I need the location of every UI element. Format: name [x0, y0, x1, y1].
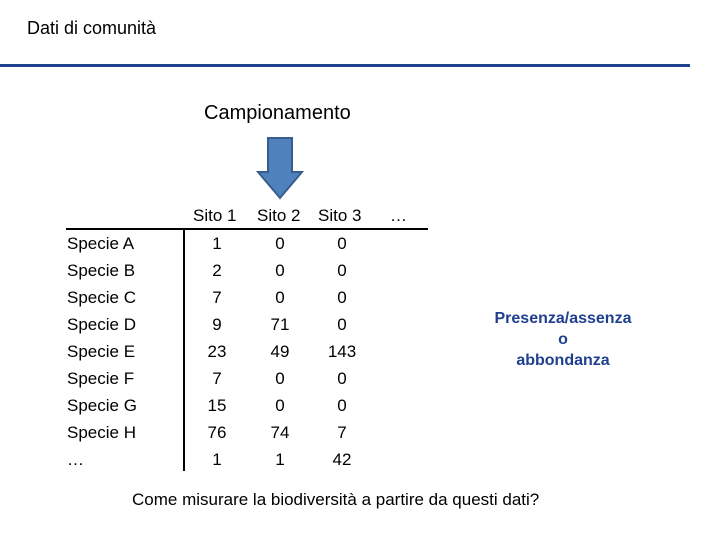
species-label: Specie H [67, 423, 136, 442]
table-cell: 2 [212, 261, 222, 280]
species-label: … [67, 450, 84, 469]
table-cell: 143 [327, 342, 357, 361]
species-label: Specie B [67, 261, 136, 280]
column-header-sito-1: Sito 1 [193, 206, 237, 225]
table-cell: 7 [212, 369, 222, 388]
column-header-sito-2: Sito 2 [257, 206, 301, 225]
note-line: o [558, 331, 568, 348]
species-label: Specie C [67, 288, 136, 307]
column-header-more: … [390, 206, 407, 225]
table-cell: 49 [270, 342, 290, 361]
species-label: Specie A [67, 234, 135, 253]
table-cell: 0 [337, 396, 347, 415]
table-cell: 42 [332, 450, 352, 469]
table-cell: 7 [337, 423, 347, 442]
table-cell: 0 [275, 369, 285, 388]
table-cell: 7 [212, 288, 222, 307]
page-title: Dati di comunità [27, 18, 157, 38]
species-label: Specie E [67, 342, 136, 361]
table-cell: 9 [212, 315, 222, 334]
table-cell: 23 [207, 342, 227, 361]
table-cell: 15 [207, 396, 227, 415]
note-line: Presenza/assenza [494, 310, 632, 327]
down-arrow-icon [256, 136, 304, 200]
table-cell: 0 [337, 261, 347, 280]
table-cell: 76 [207, 423, 227, 442]
table-cell: 0 [337, 288, 347, 307]
section-subtitle: Campionamento [204, 102, 351, 124]
table-cell: 1 [275, 450, 285, 469]
species-label: Specie F [67, 369, 135, 388]
table-cell: 0 [337, 234, 347, 253]
table-cell: 0 [275, 234, 285, 253]
species-label: Specie G [67, 396, 137, 415]
table-cell: 0 [275, 288, 285, 307]
table-cell: 0 [275, 396, 285, 415]
table-cell: 0 [275, 261, 285, 280]
species-label: Specie D [67, 315, 136, 334]
column-header-sito-3: Sito 3 [318, 206, 362, 225]
title-divider [0, 64, 690, 67]
footer-question: Come misurare la biodiversità a partire da questi dati? [132, 490, 540, 509]
table-label-divider [183, 228, 185, 471]
table-cell: 0 [337, 369, 347, 388]
note-line: abbondanza [516, 352, 610, 369]
table-cell: 71 [270, 315, 290, 334]
presence-abundance-note [478, 308, 648, 371]
table-cell: 0 [337, 315, 347, 334]
table-cell: 1 [212, 234, 222, 253]
table-cell: 1 [212, 450, 222, 469]
table-cell: 74 [270, 423, 290, 442]
table-header-rule [66, 228, 428, 230]
